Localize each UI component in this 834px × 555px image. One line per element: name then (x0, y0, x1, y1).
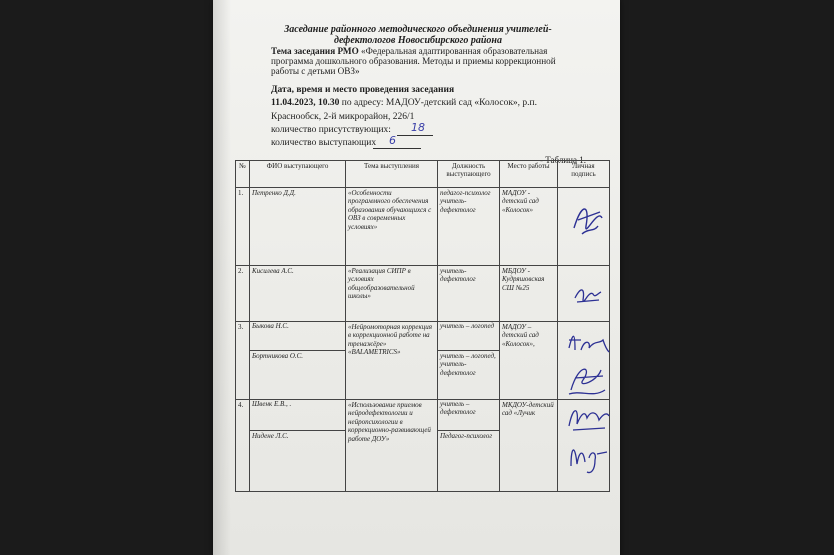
signature-5 (565, 400, 611, 434)
signature-3 (565, 326, 611, 358)
table-caption: - Таблица 1. (540, 155, 586, 165)
date-heading: Дата, время и место проведения заседания (271, 85, 455, 95)
speakers-count: 6 (389, 134, 396, 147)
topic-line1: Тема заседания РМО «Федеральная адаптированная образовательная (271, 46, 548, 56)
col-header-position: Должность выступающего (438, 161, 500, 188)
signature-4 (563, 360, 609, 400)
signature-2 (571, 280, 607, 310)
col-header-topic: Тема выступления (346, 161, 438, 188)
table-row: 3. Быкова Н.С. Бортникова О.С. «Нейромоторная коррекция в коррекционной работе на тренажёре» «BALAMETRICS» учитель – логопед учитель – логопед, учитель-дефектолог МАДОУ – детский сад «Колосок», (236, 322, 610, 400)
document-title-line2: дефектологов Новосибирского района (334, 35, 502, 46)
table-row: 1. Петренко Д.Д. «Особенности программного обеспечения образования обучающихся с ОВЗ в современных условиях» педагог-психолог учитель-дефектолог МАДОУ - детский сад «Колосок» (236, 188, 610, 266)
attendees-line: количество присутствующих: (271, 125, 391, 135)
signature-6 (565, 436, 611, 476)
table-row: 4. Швенк Е.В., . Нидене Л.С. «Использование приемов нейродефектологии и нейропсихологии в коррекционно-развивающей работе ДОУ» учитель – дефектолог Педагог-психолог МКДОУ-детский сад «Лучик (236, 400, 610, 492)
attendees-count: 18 (411, 121, 425, 134)
table-row: 2. Кисилева А.С. «Реализация СИПР в условиях общеобразовательной школы» учитель-дефектолог МБДОУ - Кудряшовская СШ №25 (236, 266, 610, 322)
speakers-table (235, 160, 610, 492)
document-page (213, 0, 620, 555)
col-header-workplace: Место работы (500, 161, 558, 188)
topic-line2: программа дошкольного образования. Методы и приемы коррекционной (271, 56, 556, 66)
col-header-signature: Личная подпись (558, 161, 610, 188)
table-header-row (236, 161, 610, 188)
col-header-num: № (236, 161, 250, 188)
date-line: 11.04.2023, 10.30 по адресу: МАДОУ-детский сад «Колосок», р.п. (271, 98, 538, 108)
col-header-name: ФИО выступающего (250, 161, 346, 188)
topic-line3: работы с детьми ОВЗ» (271, 66, 360, 76)
address-line: Краснообск, 2-й микрорайон, 226/1 (271, 112, 415, 122)
speakers-line: количество выступающих (271, 138, 377, 148)
signature-1 (568, 198, 608, 242)
document-title-line1: Заседание районного методического объединения учителей- (284, 24, 552, 35)
